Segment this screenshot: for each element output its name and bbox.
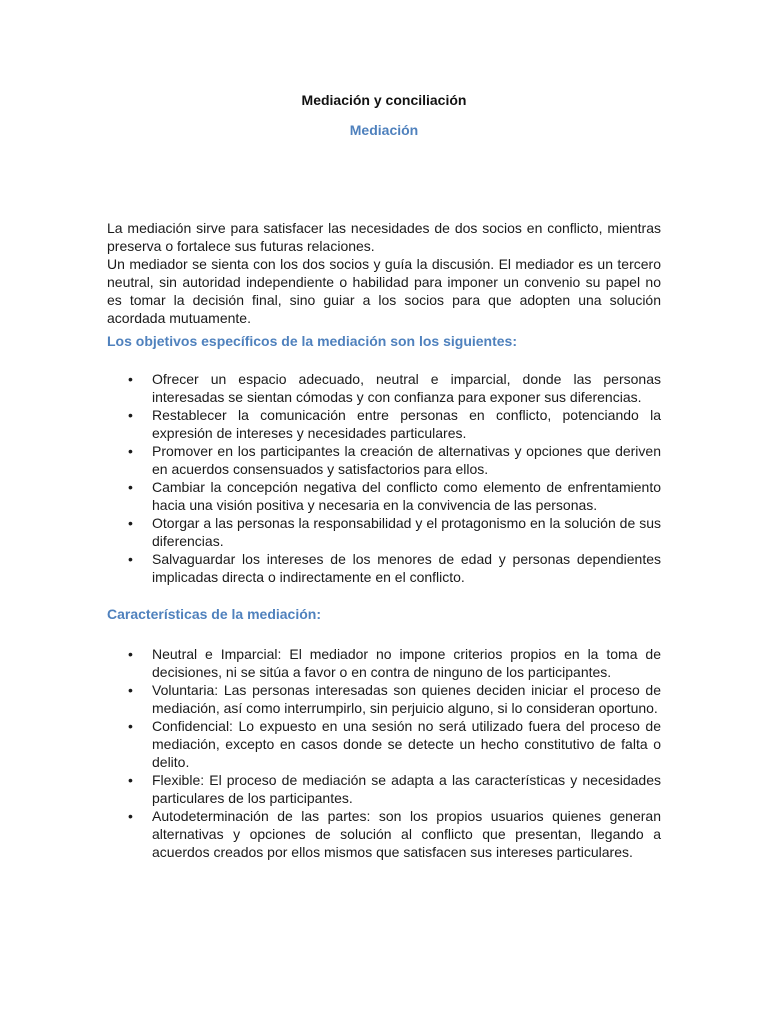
bullet-icon: • [128, 515, 133, 531]
objectives-heading: Los objetivos específicos de la mediación son los siguientes: [107, 333, 517, 349]
bullet-icon: • [128, 407, 133, 423]
list-item-text: Confidencial: Lo expuesto en una sesión no será utilizado fuera del proceso de mediación, excepto en casos donde se detecte un hecho constitutivo de falta o delito. [152, 718, 661, 770]
list-item [107, 771, 661, 807]
list-item [107, 370, 661, 406]
bullet-icon: • [128, 551, 133, 567]
list-item [107, 478, 661, 514]
list-item-text: Ofrecer un espacio adecuado, neutral e imparcial, donde las personas interesadas se sientan cómodas y con confianza para exponer sus diferencias. [152, 371, 661, 405]
characteristics-heading: Características de la mediación: [107, 606, 321, 622]
list-item [107, 717, 661, 771]
intro-paragraph: La mediación sirve para satisfacer las necesidades de dos socios en conflicto, mientras preserva o fortalece sus futuras relaciones. [107, 220, 661, 254]
list-item [107, 645, 661, 681]
list-item [107, 442, 661, 478]
list-item-text: Otorgar a las personas la responsabilidad y el protagonismo en la solución de sus diferencias. [152, 515, 661, 549]
bullet-icon: • [128, 718, 133, 734]
list-item [107, 681, 661, 717]
list-item-text: Autodeterminación de las partes: son los propios usuarios quienes generan alternativas y opciones de solución al conflicto que presentan, llegando a acuerdos creados por ellos mismos que satisfacen sus intereses particulares. [152, 808, 661, 860]
document-body [107, 219, 661, 861]
list-item-text: Neutral e Imparcial: El mediador no impone criterios propios en la toma de decisiones, ni se sitúa a favor o en contra de ninguno de los participantes. [152, 646, 661, 680]
bullet-icon: • [128, 443, 133, 459]
list-item-text: Salvaguardar los intereses de los menores de edad y personas dependientes implicadas directa o indirectamente en el conflicto. [152, 551, 661, 585]
bullet-icon: • [128, 646, 133, 662]
list-item-text: Promover en los participantes la creación de alternativas y opciones que deriven en acuerdos consensuados y satisfactorios para ellos. [152, 443, 661, 477]
document-title: Mediación y conciliación [301, 92, 467, 108]
bullet-icon: • [128, 682, 133, 698]
bullet-icon: • [128, 772, 133, 788]
list-item [107, 406, 661, 442]
bullet-icon: • [128, 371, 133, 387]
list-item [107, 514, 661, 550]
list-item [107, 807, 661, 861]
intro-paragraph: Un mediador se sienta con los dos socios y guía la discusión. El mediador es un tercero neutral, sin autoridad independiente o habilidad para imponer un convenio su papel no es tomar la decisión final, sino guiar a los socios para que adopten una solución acordada mutuamente. [107, 256, 661, 326]
characteristics-list [107, 645, 661, 861]
bullet-icon: • [128, 479, 133, 495]
list-item-text: Cambiar la concepción negativa del conflicto como elemento de enfrentamiento hacia una visión positiva y necesaria en la convivencia de las personas. [152, 479, 661, 513]
list-item-text: Flexible: El proceso de mediación se adapta a las características y necesidades particulares de los participantes. [152, 772, 661, 806]
objectives-list [107, 370, 661, 586]
bullet-icon: • [128, 808, 133, 824]
list-item-text: Restablecer la comunicación entre personas en conflicto, potenciando la expresión de intereses y necesidades particulares. [152, 407, 661, 441]
list-item [107, 550, 661, 586]
document-subtitle: Mediación [349, 122, 419, 138]
list-item-text: Voluntaria: Las personas interesadas son quienes deciden iniciar el proceso de mediación, así como interrumpirlo, sin perjuicio alguno, si lo consideran oportuno. [152, 682, 661, 716]
